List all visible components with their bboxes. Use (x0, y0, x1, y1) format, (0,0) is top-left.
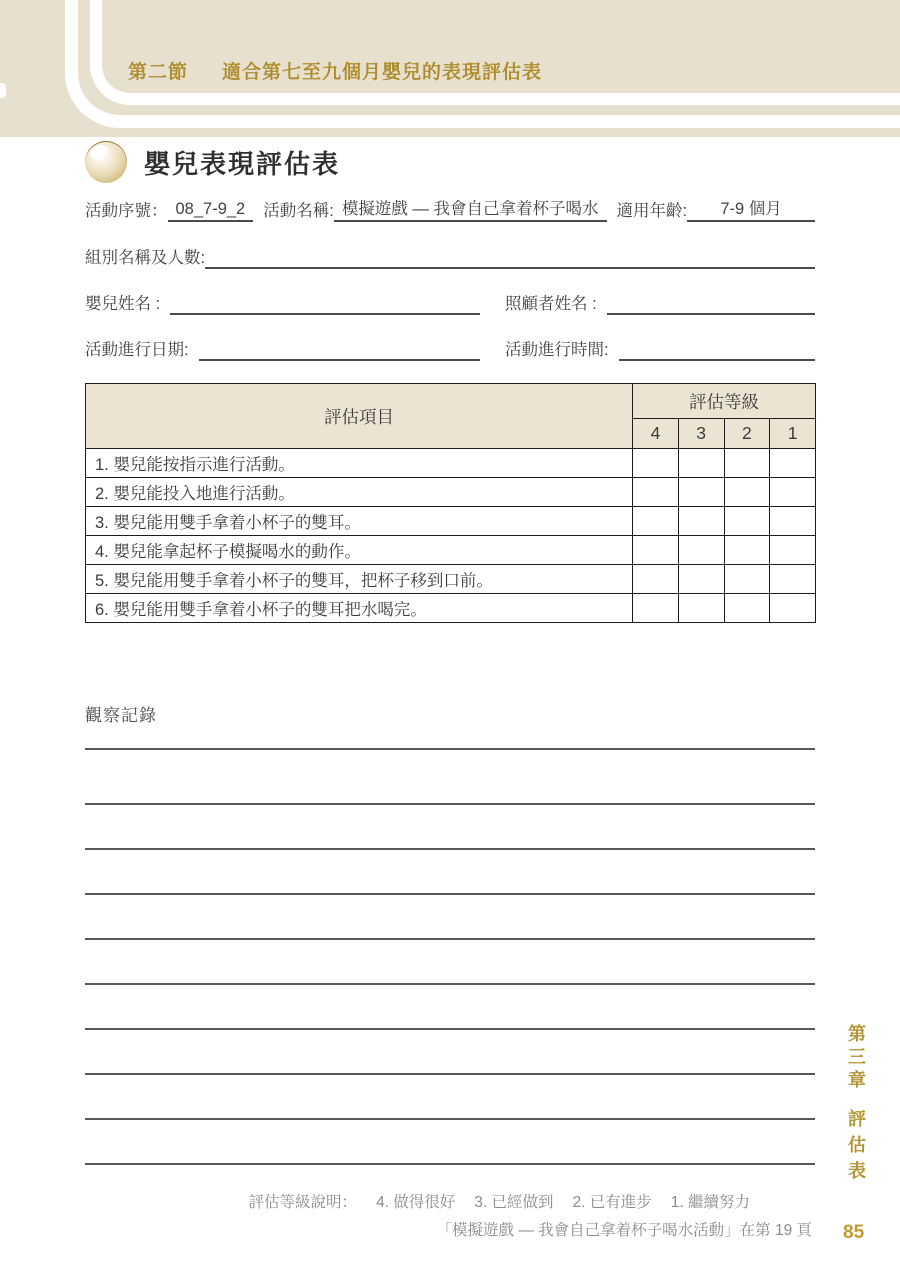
caregiver-name-label: 照顧者姓名 : (505, 295, 597, 313)
grade-cell (770, 507, 816, 536)
grade-cell (633, 565, 679, 594)
activity-time-label: 活動進行時間: (505, 341, 609, 359)
activity-date-field (199, 359, 480, 361)
assessment-item-row (86, 594, 816, 623)
assessment-table (85, 383, 816, 623)
assessment-item-text: 2. 嬰兒能投入地進行活動。 (86, 478, 633, 507)
writing-line (85, 803, 815, 805)
items-column-header: 評估項目 (86, 384, 633, 449)
grade-cell (724, 449, 770, 478)
assessment-table-header (86, 384, 816, 449)
writing-line (85, 938, 815, 940)
assessment-item-text: 4. 嬰兒能拿起杯子模擬喝水的動作。 (86, 536, 633, 565)
grade-cell (678, 594, 724, 623)
form-row-group (85, 247, 815, 269)
page-title: 嬰兒表現評估表 (144, 148, 341, 179)
grade-cell (724, 594, 770, 623)
activity-number-label: 活動序號： (85, 202, 168, 220)
page-number: 85 (843, 1222, 865, 1243)
form-row-datetime (85, 339, 815, 361)
grade-cell (770, 449, 816, 478)
grade-legend-item: 2. 已有進步 (572, 1194, 652, 1211)
grade-cell (678, 536, 724, 565)
caregiver-name-field (607, 313, 815, 315)
assessment-item-row (86, 565, 816, 594)
writing-line (85, 1118, 815, 1120)
grade-cell (633, 449, 679, 478)
activity-name-label: 活動名稱: (263, 202, 334, 220)
grade-4-header: 4 (633, 419, 679, 449)
grade-cell (678, 449, 724, 478)
activity-date-label: 活動進行日期: (85, 341, 189, 359)
grade-column-header: 評估等級 (633, 384, 816, 419)
age-field: 7-9 個月 (687, 198, 815, 222)
assessment-item-row (86, 449, 816, 478)
grade-cell (678, 565, 724, 594)
group-field (205, 267, 815, 269)
grade-legend-item: 1. 繼續努力 (670, 1194, 750, 1211)
writing-line (85, 893, 815, 895)
writing-line (85, 1073, 815, 1075)
writing-line (85, 1163, 815, 1165)
grade-cell (633, 536, 679, 565)
grade-1-header: 1 (770, 419, 816, 449)
form-row-names (85, 293, 815, 315)
chapter-section-label: 評估表 (846, 1109, 866, 1187)
writing-line (85, 848, 815, 850)
grade-cell (633, 478, 679, 507)
form-title-row (85, 141, 340, 183)
assessment-item-text: 1. 嬰兒能按指示進行活動。 (86, 449, 633, 478)
activity-number-field: 08_7-9_2 (168, 198, 254, 222)
chapter-tab (843, 1024, 869, 1187)
pearl-icon (85, 141, 127, 183)
grade-cell (678, 507, 724, 536)
group-label: 組別名稱及人數: (85, 249, 206, 267)
infant-name-label: 嬰兒姓名 : (85, 295, 161, 313)
writing-line (85, 1028, 815, 1030)
section-heading (128, 57, 542, 84)
writing-line (85, 748, 815, 750)
activity-page-reference: 「模擬遊戲 — 我會自己拿着杯子喝水活動」在第 19 頁 (436, 1222, 812, 1239)
banner-edge-notch (0, 83, 6, 98)
section-title: 適合第七至九個月嬰兒的表現評估表 (222, 62, 543, 83)
grade-cell (770, 565, 816, 594)
activity-time-field (619, 359, 815, 361)
assessment-item-text: 6. 嬰兒能用雙手拿着小杯子的雙耳把水喝完。 (86, 594, 633, 623)
grade-cell (633, 594, 679, 623)
writing-line (85, 983, 815, 985)
grade-cell (678, 478, 724, 507)
assessment-item-row (86, 536, 816, 565)
grade-cell (724, 565, 770, 594)
form-row-activity (85, 198, 815, 222)
grade-cell (633, 507, 679, 536)
activity-name-field: 模擬遊戲 — 我會自己拿着杯子喝水 (334, 198, 607, 222)
grade-cell (770, 536, 816, 565)
banner-curve-inner (90, 0, 900, 105)
assessment-item-text: 3. 嬰兒能用雙手拿着小杯子的雙耳。 (86, 507, 633, 536)
grade-legend-item: 4. 做得很好 (376, 1194, 456, 1211)
assessment-item-text: 5. 嬰兒能用雙手拿着小杯子的雙耳，把杯子移到口前。 (86, 565, 633, 594)
grade-legend (249, 1190, 750, 1212)
grade-2-header: 2 (724, 419, 770, 449)
grade-cell (724, 478, 770, 507)
grade-3-header: 3 (678, 419, 724, 449)
age-label: 適用年齡: (616, 202, 688, 220)
grade-cell (770, 478, 816, 507)
grade-cell (724, 536, 770, 565)
grade-legend-label: 評估等級說明： (248, 1194, 358, 1211)
grade-cell (724, 507, 770, 536)
assessment-item-row (86, 507, 816, 536)
chapter-label: 第三章 (846, 1024, 866, 1093)
section-label: 第二節 (128, 62, 189, 83)
grade-legend-item: 3. 已經做到 (474, 1194, 554, 1211)
observation-label: 觀察記錄 (85, 706, 157, 725)
page-banner (0, 0, 900, 137)
assessment-item-row (86, 478, 816, 507)
infant-name-field (170, 313, 480, 315)
grade-cell (770, 594, 816, 623)
